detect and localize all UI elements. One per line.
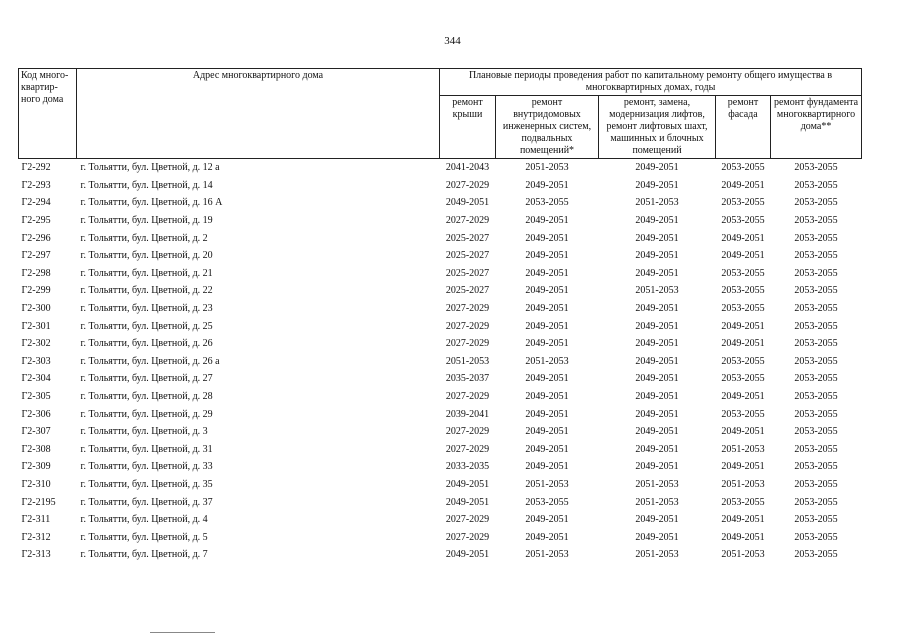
table-row xyxy=(19,423,862,441)
cell-address: г. Тольятти, бул. Цветной, д. 16 А xyxy=(80,197,223,209)
cell-code: Г2-293 xyxy=(21,179,51,191)
table-row xyxy=(19,370,862,388)
cell-engineering: 2051-2053 xyxy=(525,355,569,367)
cell-roof: 2039-2041 xyxy=(445,408,490,420)
table-row xyxy=(19,458,862,476)
cell-roof: 2049-2051 xyxy=(445,549,490,561)
cell-foundation: 2053-2055 xyxy=(794,549,838,561)
cell-foundation: 2053-2055 xyxy=(794,496,838,508)
table-row xyxy=(19,511,862,529)
cell-engineering: 2049-2051 xyxy=(525,215,569,227)
cell-foundation: 2053-2055 xyxy=(794,215,838,227)
cell-facade: 2049-2051 xyxy=(721,514,765,526)
cell-code: Г2-305 xyxy=(21,391,51,403)
cell-facade: 2049-2051 xyxy=(721,461,765,473)
cell-roof: 2025-2027 xyxy=(445,267,490,279)
cell-elevators: 2051-2053 xyxy=(635,197,679,209)
cell-foundation: 2053-2055 xyxy=(794,514,838,526)
table-row xyxy=(19,405,862,423)
cell-elevators: 2049-2051 xyxy=(635,267,679,279)
cell-roof: 2027-2029 xyxy=(445,531,490,543)
cell-elevators: 2049-2051 xyxy=(635,338,679,350)
cell-facade: 2049-2051 xyxy=(721,391,765,403)
cell-facade: 2053-2055 xyxy=(721,162,765,174)
cell-roof: 2027-2029 xyxy=(445,514,490,526)
table-row xyxy=(19,317,862,335)
header-address: Адрес многоквартирного дома xyxy=(77,69,440,159)
cell-roof: 2041-2043 xyxy=(445,162,490,174)
cell-engineering: 2051-2053 xyxy=(525,549,569,561)
cell-facade: 2053-2055 xyxy=(721,408,765,420)
cell-elevators: 2049-2051 xyxy=(635,215,679,227)
cell-address: г. Тольятти, бул. Цветной, д. 21 xyxy=(80,267,213,279)
cell-engineering: 2049-2051 xyxy=(525,267,569,279)
cell-elevators: 2049-2051 xyxy=(635,426,679,438)
cell-address: г. Тольятти, бул. Цветной, д. 23 xyxy=(80,303,213,315)
table-row xyxy=(19,493,862,511)
table-row xyxy=(19,546,862,564)
cell-code: Г2-312 xyxy=(21,531,51,543)
capital-repair-schedule-table xyxy=(18,68,862,564)
cell-foundation: 2053-2055 xyxy=(794,443,838,455)
cell-foundation: 2053-2055 xyxy=(794,320,838,332)
cell-address: г. Тольятти, бул. Цветной, д. 33 xyxy=(80,461,213,473)
cell-code: Г2-313 xyxy=(21,549,51,561)
cell-elevators: 2049-2051 xyxy=(635,250,679,262)
cell-roof: 2027-2029 xyxy=(445,443,490,455)
cell-facade: 2053-2055 xyxy=(721,373,765,385)
cell-elevators: 2049-2051 xyxy=(635,232,679,244)
cell-foundation: 2053-2055 xyxy=(794,478,838,490)
page-number: 344 xyxy=(444,35,461,47)
cell-facade: 2053-2055 xyxy=(721,267,765,279)
header-foundation: ремонт фундамента многоквартирного дома** xyxy=(771,96,862,159)
cell-address: г. Тольятти, бул. Цветной, д. 2 xyxy=(80,232,208,244)
header-engineering: ремонт внутридомовых инженерных систем, подвальных помещений* xyxy=(496,96,599,159)
cell-facade: 2049-2051 xyxy=(721,320,765,332)
cell-code: Г2-306 xyxy=(21,408,51,420)
header-periods: Плановые периоды проведения работ по капитальному ремонту общего имущества в многоквартирных домах, годы xyxy=(440,69,862,96)
table-row xyxy=(19,353,862,371)
cell-roof: 2027-2029 xyxy=(445,179,490,191)
cell-facade: 2049-2051 xyxy=(721,232,765,244)
cell-elevators: 2051-2053 xyxy=(635,478,679,490)
header-code: Код много-квартир-ного дома xyxy=(19,69,77,159)
cell-address: г. Тольятти, бул. Цветной, д. 29 xyxy=(80,408,213,420)
table-row xyxy=(19,528,862,546)
table-row xyxy=(19,441,862,459)
cell-foundation: 2053-2055 xyxy=(794,408,838,420)
table-row xyxy=(19,300,862,318)
cell-facade: 2051-2053 xyxy=(721,478,765,490)
cell-address: г. Тольятти, бул. Цветной, д. 4 xyxy=(80,514,208,526)
table-row xyxy=(19,159,862,177)
cell-roof: 2027-2029 xyxy=(445,391,490,403)
cell-address: г. Тольятти, бул. Цветной, д. 7 xyxy=(80,549,208,561)
cell-foundation: 2053-2055 xyxy=(794,162,838,174)
table-row xyxy=(19,388,862,406)
cell-facade: 2049-2051 xyxy=(721,531,765,543)
cell-engineering: 2049-2051 xyxy=(525,426,569,438)
cell-elevators: 2051-2053 xyxy=(635,549,679,561)
cell-roof: 2027-2029 xyxy=(445,338,490,350)
cell-elevators: 2049-2051 xyxy=(635,391,679,403)
table-row xyxy=(19,282,862,300)
cell-address: г. Тольятти, бул. Цветной, д. 20 xyxy=(80,250,213,262)
cell-facade: 2049-2051 xyxy=(721,338,765,350)
cell-address: г. Тольятти, бул. Цветной, д. 26 а xyxy=(80,355,220,367)
cell-elevators: 2049-2051 xyxy=(635,355,679,367)
cell-engineering: 2053-2055 xyxy=(525,496,569,508)
cell-engineering: 2051-2053 xyxy=(525,478,569,490)
cell-code: Г2-304 xyxy=(21,373,51,385)
cell-engineering: 2053-2055 xyxy=(525,197,569,209)
table-row xyxy=(19,212,862,230)
cell-engineering: 2049-2051 xyxy=(525,303,569,315)
cell-facade: 2051-2053 xyxy=(721,549,765,561)
header-row-top xyxy=(19,69,862,96)
cell-address: г. Тольятти, бул. Цветной, д. 25 xyxy=(80,320,213,332)
cell-address: г. Тольятти, бул. Цветной, д. 5 xyxy=(80,531,208,543)
cell-elevators: 2051-2053 xyxy=(635,285,679,297)
cell-roof: 2049-2051 xyxy=(445,496,490,508)
cell-foundation: 2053-2055 xyxy=(794,355,838,367)
cell-facade: 2053-2055 xyxy=(721,285,765,297)
cell-code: Г2-302 xyxy=(21,338,51,350)
cell-engineering: 2049-2051 xyxy=(525,179,569,191)
cell-facade: 2053-2055 xyxy=(721,303,765,315)
cell-engineering: 2049-2051 xyxy=(525,338,569,350)
cell-code: Г2-297 xyxy=(21,250,51,262)
table-row xyxy=(19,335,862,353)
cell-address: г. Тольятти, бул. Цветной, д. 31 xyxy=(80,443,213,455)
cell-engineering: 2049-2051 xyxy=(525,285,569,297)
cell-roof: 2025-2027 xyxy=(445,250,490,262)
cell-code: Г2-300 xyxy=(21,303,51,315)
cell-foundation: 2053-2055 xyxy=(794,267,838,279)
cell-roof: 2051-2053 xyxy=(445,355,490,367)
cell-elevators: 2049-2051 xyxy=(635,443,679,455)
cell-foundation: 2053-2055 xyxy=(794,461,838,473)
table-row xyxy=(19,194,862,212)
header-facade: ремонт фасада xyxy=(716,96,771,159)
cell-roof: 2027-2029 xyxy=(445,303,490,315)
cell-engineering: 2051-2053 xyxy=(525,162,569,174)
cell-address: г. Тольятти, бул. Цветной, д. 35 xyxy=(80,478,213,490)
cell-address: г. Тольятти, бул. Цветной, д. 22 xyxy=(80,285,213,297)
table-row xyxy=(19,476,862,494)
cell-elevators: 2049-2051 xyxy=(635,373,679,385)
cell-elevators: 2049-2051 xyxy=(635,461,679,473)
header-elevators: ремонт, замена, модернизация лифтов, ремонт лифтовых шахт, машинных и блочных помещений xyxy=(599,96,716,159)
cell-foundation: 2053-2055 xyxy=(794,232,838,244)
cell-facade: 2051-2053 xyxy=(721,443,765,455)
cell-facade: 2053-2055 xyxy=(721,496,765,508)
cell-foundation: 2053-2055 xyxy=(794,338,838,350)
cell-code: Г2-292 xyxy=(21,162,51,174)
cell-foundation: 2053-2055 xyxy=(794,373,838,385)
cell-address: г. Тольятти, бул. Цветной, д. 19 xyxy=(80,215,213,227)
cell-address: г. Тольятти, бул. Цветной, д. 12 а xyxy=(80,162,220,174)
footnote-rule xyxy=(150,632,215,633)
cell-elevators: 2051-2053 xyxy=(635,496,679,508)
cell-facade: 2049-2051 xyxy=(721,250,765,262)
cell-facade: 2053-2055 xyxy=(721,355,765,367)
cell-engineering: 2049-2051 xyxy=(525,531,569,543)
cell-elevators: 2049-2051 xyxy=(635,531,679,543)
cell-address: г. Тольятти, бул. Цветной, д. 28 xyxy=(80,391,213,403)
cell-code: Г2-299 xyxy=(21,285,51,297)
cell-foundation: 2053-2055 xyxy=(794,250,838,262)
cell-facade: 2053-2055 xyxy=(721,197,765,209)
cell-roof: 2049-2051 xyxy=(445,197,490,209)
cell-code: Г2-298 xyxy=(21,267,51,279)
cell-code: Г2-2195 xyxy=(21,496,56,508)
cell-code: Г2-310 xyxy=(21,478,51,490)
cell-roof: 2049-2051 xyxy=(445,478,490,490)
cell-address: г. Тольятти, бул. Цветной, д. 14 xyxy=(80,179,213,191)
cell-engineering: 2049-2051 xyxy=(525,320,569,332)
cell-address: г. Тольятти, бул. Цветной, д. 27 xyxy=(80,373,213,385)
cell-engineering: 2049-2051 xyxy=(525,514,569,526)
cell-address: г. Тольятти, бул. Цветной, д. 3 xyxy=(80,426,208,438)
cell-foundation: 2053-2055 xyxy=(794,426,838,438)
cell-code: Г2-307 xyxy=(21,426,51,438)
cell-engineering: 2049-2051 xyxy=(525,391,569,403)
cell-foundation: 2053-2055 xyxy=(794,531,838,543)
cell-foundation: 2053-2055 xyxy=(794,285,838,297)
cell-engineering: 2049-2051 xyxy=(525,250,569,262)
cell-engineering: 2049-2051 xyxy=(525,408,569,420)
cell-elevators: 2049-2051 xyxy=(635,303,679,315)
header-roof: ремонт крыши xyxy=(440,96,496,159)
cell-facade: 2049-2051 xyxy=(721,426,765,438)
cell-address: г. Тольятти, бул. Цветной, д. 37 xyxy=(80,496,213,508)
cell-address: г. Тольятти, бул. Цветной, д. 26 xyxy=(80,338,213,350)
cell-code: Г2-295 xyxy=(21,215,51,227)
cell-engineering: 2049-2051 xyxy=(525,373,569,385)
cell-foundation: 2053-2055 xyxy=(794,391,838,403)
cell-roof: 2035-2037 xyxy=(445,373,490,385)
cell-code: Г2-309 xyxy=(21,461,51,473)
cell-engineering: 2049-2051 xyxy=(525,461,569,473)
cell-roof: 2027-2029 xyxy=(445,215,490,227)
cell-roof: 2027-2029 xyxy=(445,426,490,438)
table-row xyxy=(19,247,862,265)
cell-code: Г2-296 xyxy=(21,232,51,244)
cell-elevators: 2049-2051 xyxy=(635,408,679,420)
cell-facade: 2053-2055 xyxy=(721,215,765,227)
cell-code: Г2-294 xyxy=(21,197,51,209)
cell-elevators: 2049-2051 xyxy=(635,320,679,332)
table-row xyxy=(19,265,862,283)
cell-code: Г2-303 xyxy=(21,355,51,367)
cell-roof: 2033-2035 xyxy=(445,461,490,473)
cell-elevators: 2049-2051 xyxy=(635,179,679,191)
cell-roof: 2025-2027 xyxy=(445,232,490,244)
cell-facade: 2049-2051 xyxy=(721,179,765,191)
table-row xyxy=(19,177,862,195)
cell-elevators: 2049-2051 xyxy=(635,162,679,174)
table-body xyxy=(19,159,862,564)
cell-code: Г2-311 xyxy=(21,514,51,526)
cell-engineering: 2049-2051 xyxy=(525,443,569,455)
cell-foundation: 2053-2055 xyxy=(794,197,838,209)
cell-roof: 2027-2029 xyxy=(445,320,490,332)
cell-engineering: 2049-2051 xyxy=(525,232,569,244)
cell-foundation: 2053-2055 xyxy=(794,303,838,315)
cell-code: Г2-301 xyxy=(21,320,51,332)
cell-roof: 2025-2027 xyxy=(445,285,490,297)
table-row xyxy=(19,229,862,247)
cell-foundation: 2053-2055 xyxy=(794,179,838,191)
cell-elevators: 2049-2051 xyxy=(635,514,679,526)
cell-code: Г2-308 xyxy=(21,443,51,455)
